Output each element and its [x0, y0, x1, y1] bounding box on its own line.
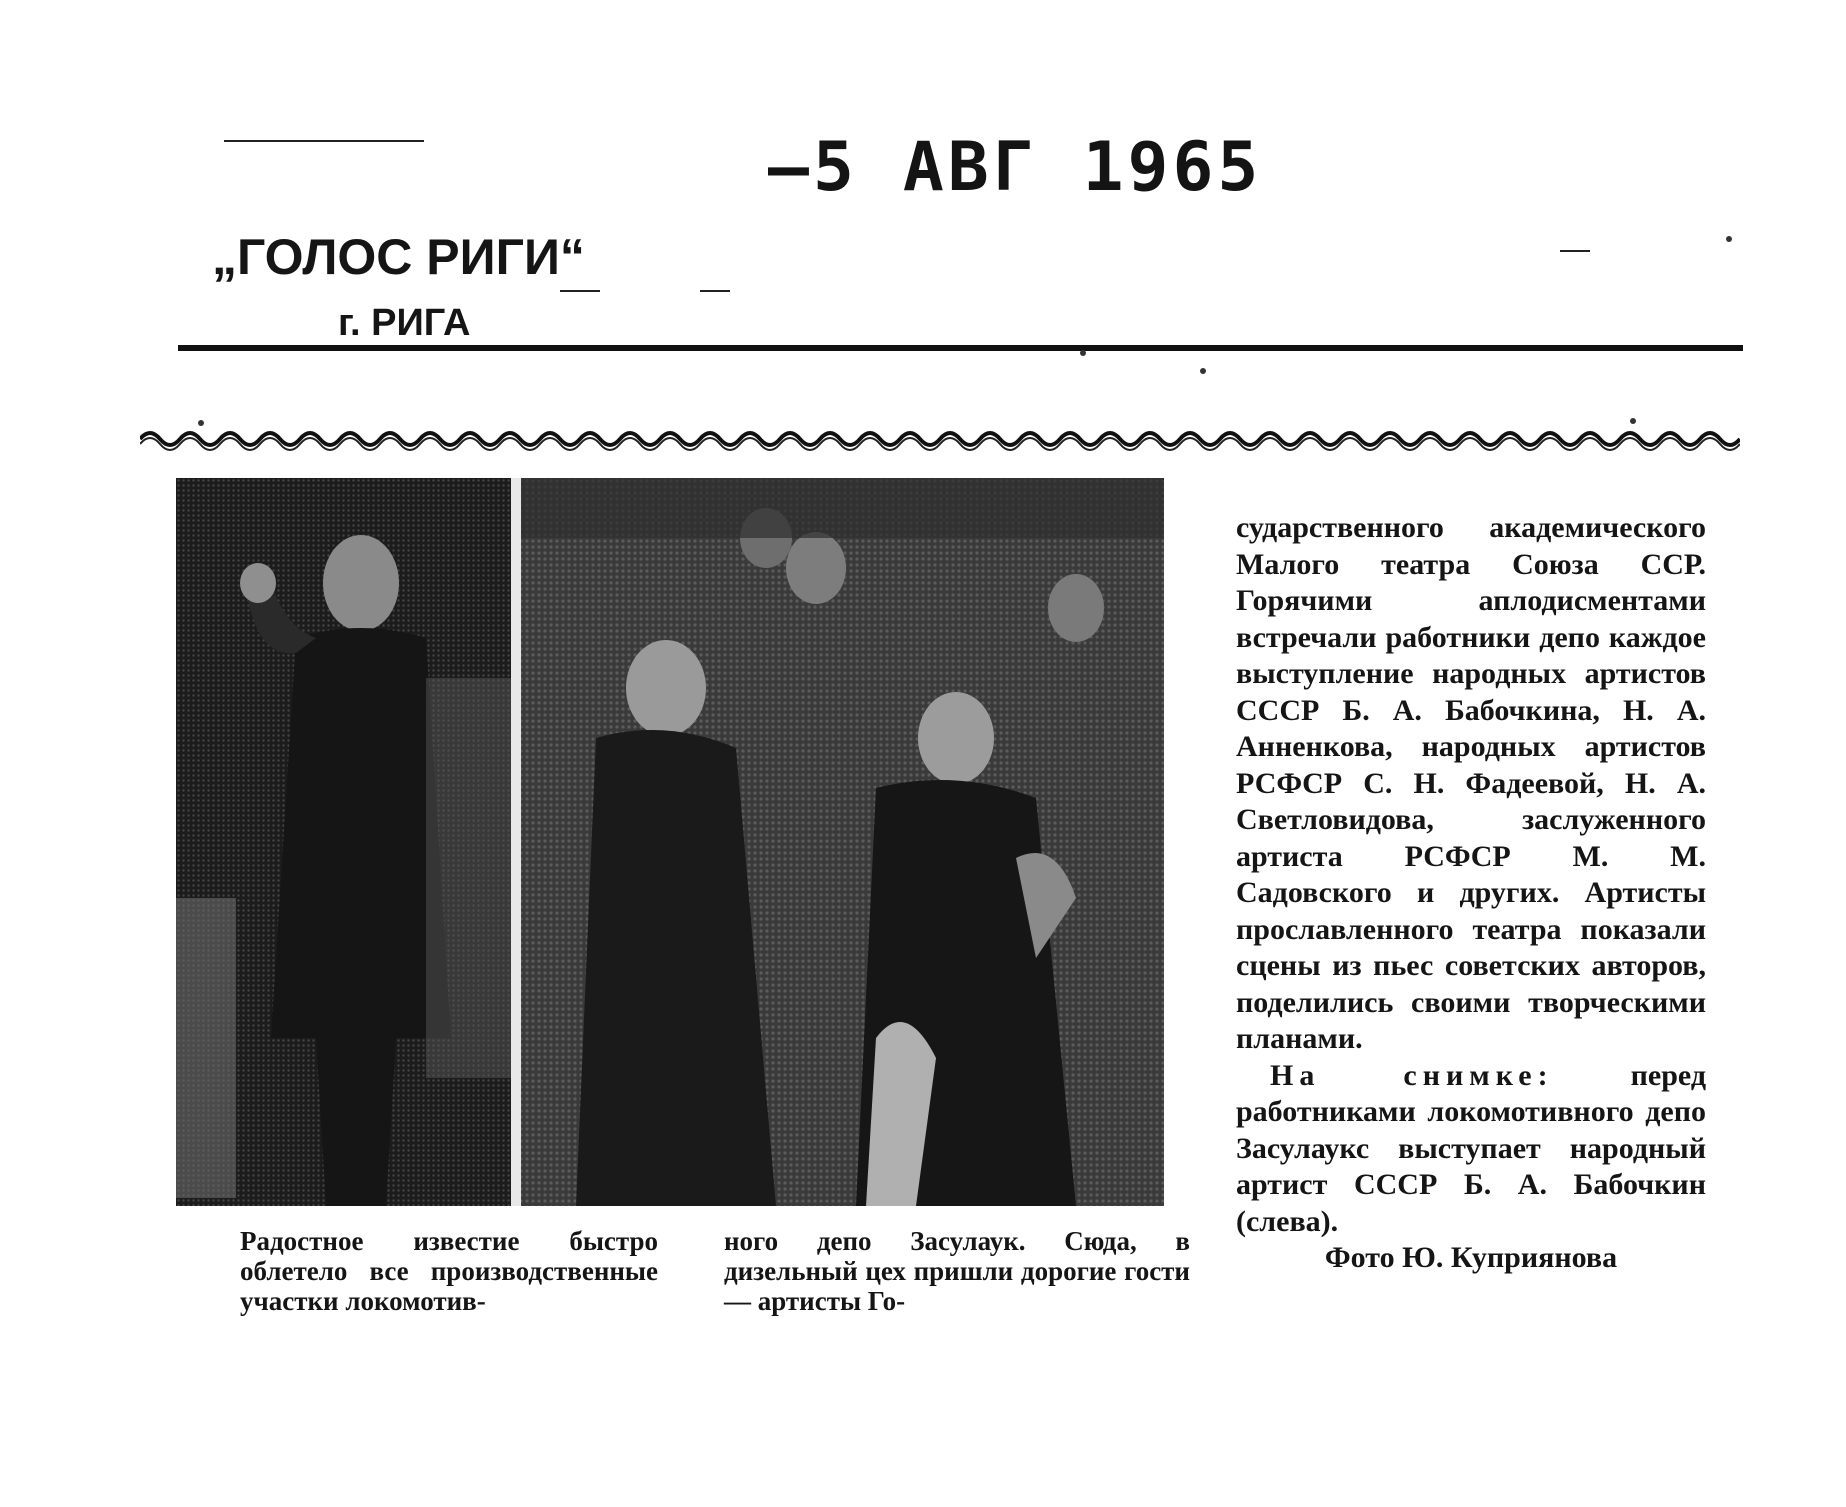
scan-speck: [1080, 350, 1086, 356]
article-text-left: Радостное известие быстро облетело все производственные участки локомотив-: [240, 1226, 658, 1316]
article-column-right: [1236, 510, 1706, 1330]
photo-caption: [1236, 1058, 1706, 1241]
scan-speck: [1200, 368, 1206, 374]
decorative-stroke: [560, 290, 600, 292]
wavy-border: [140, 424, 1740, 454]
decorative-stroke: [224, 140, 424, 142]
photo-credit: Фото Ю. Куприянова: [1324, 1241, 1618, 1274]
newspaper-city: г. РИГА: [338, 302, 471, 344]
header-rule: [178, 345, 1743, 351]
newspaper-title: „ГОЛОС РИГИ“: [212, 229, 585, 285]
article-text-right: сударственного академического Малого театра Союза ССР. Горячими аплодисментами встречали работники депо каждое выступление народных артистов СССР Б. А. Бабочкина, Н. А. Анненкова, народных артистов РСФСР С. Н. Фадеевой, Н. А. Светловидова, заслуженного артиста РСФСР М. М. Садовского и других. Артисты прославленного театра показали сцены из пьес советских авторов, поделились своими творческими планами.: [1236, 511, 1706, 1055]
photo-caption-lead: На снимке:: [1270, 1058, 1554, 1092]
article-column-middle: [724, 1226, 1190, 1326]
decorative-stroke: [700, 290, 730, 292]
article-text-middle: ного депо Засулаук. Сюда, в дизельный цех пришли дорогие гости — артисты Го-: [724, 1226, 1190, 1316]
scan-speck: [198, 420, 204, 426]
scan-speck: [1726, 236, 1732, 242]
decorative-stroke: [1560, 250, 1590, 252]
article-column-left: [240, 1226, 658, 1326]
photo-caption-text: перед работниками локомотивного депо Засулаукс выступает народный артист СССР Б. А. Бабочкин (слева).: [1236, 1058, 1706, 1238]
scan-speck: [1630, 418, 1636, 424]
date-stamp: —5 АВГ 1965: [768, 128, 1263, 207]
newspaper-photo-icon: [176, 478, 1164, 1206]
